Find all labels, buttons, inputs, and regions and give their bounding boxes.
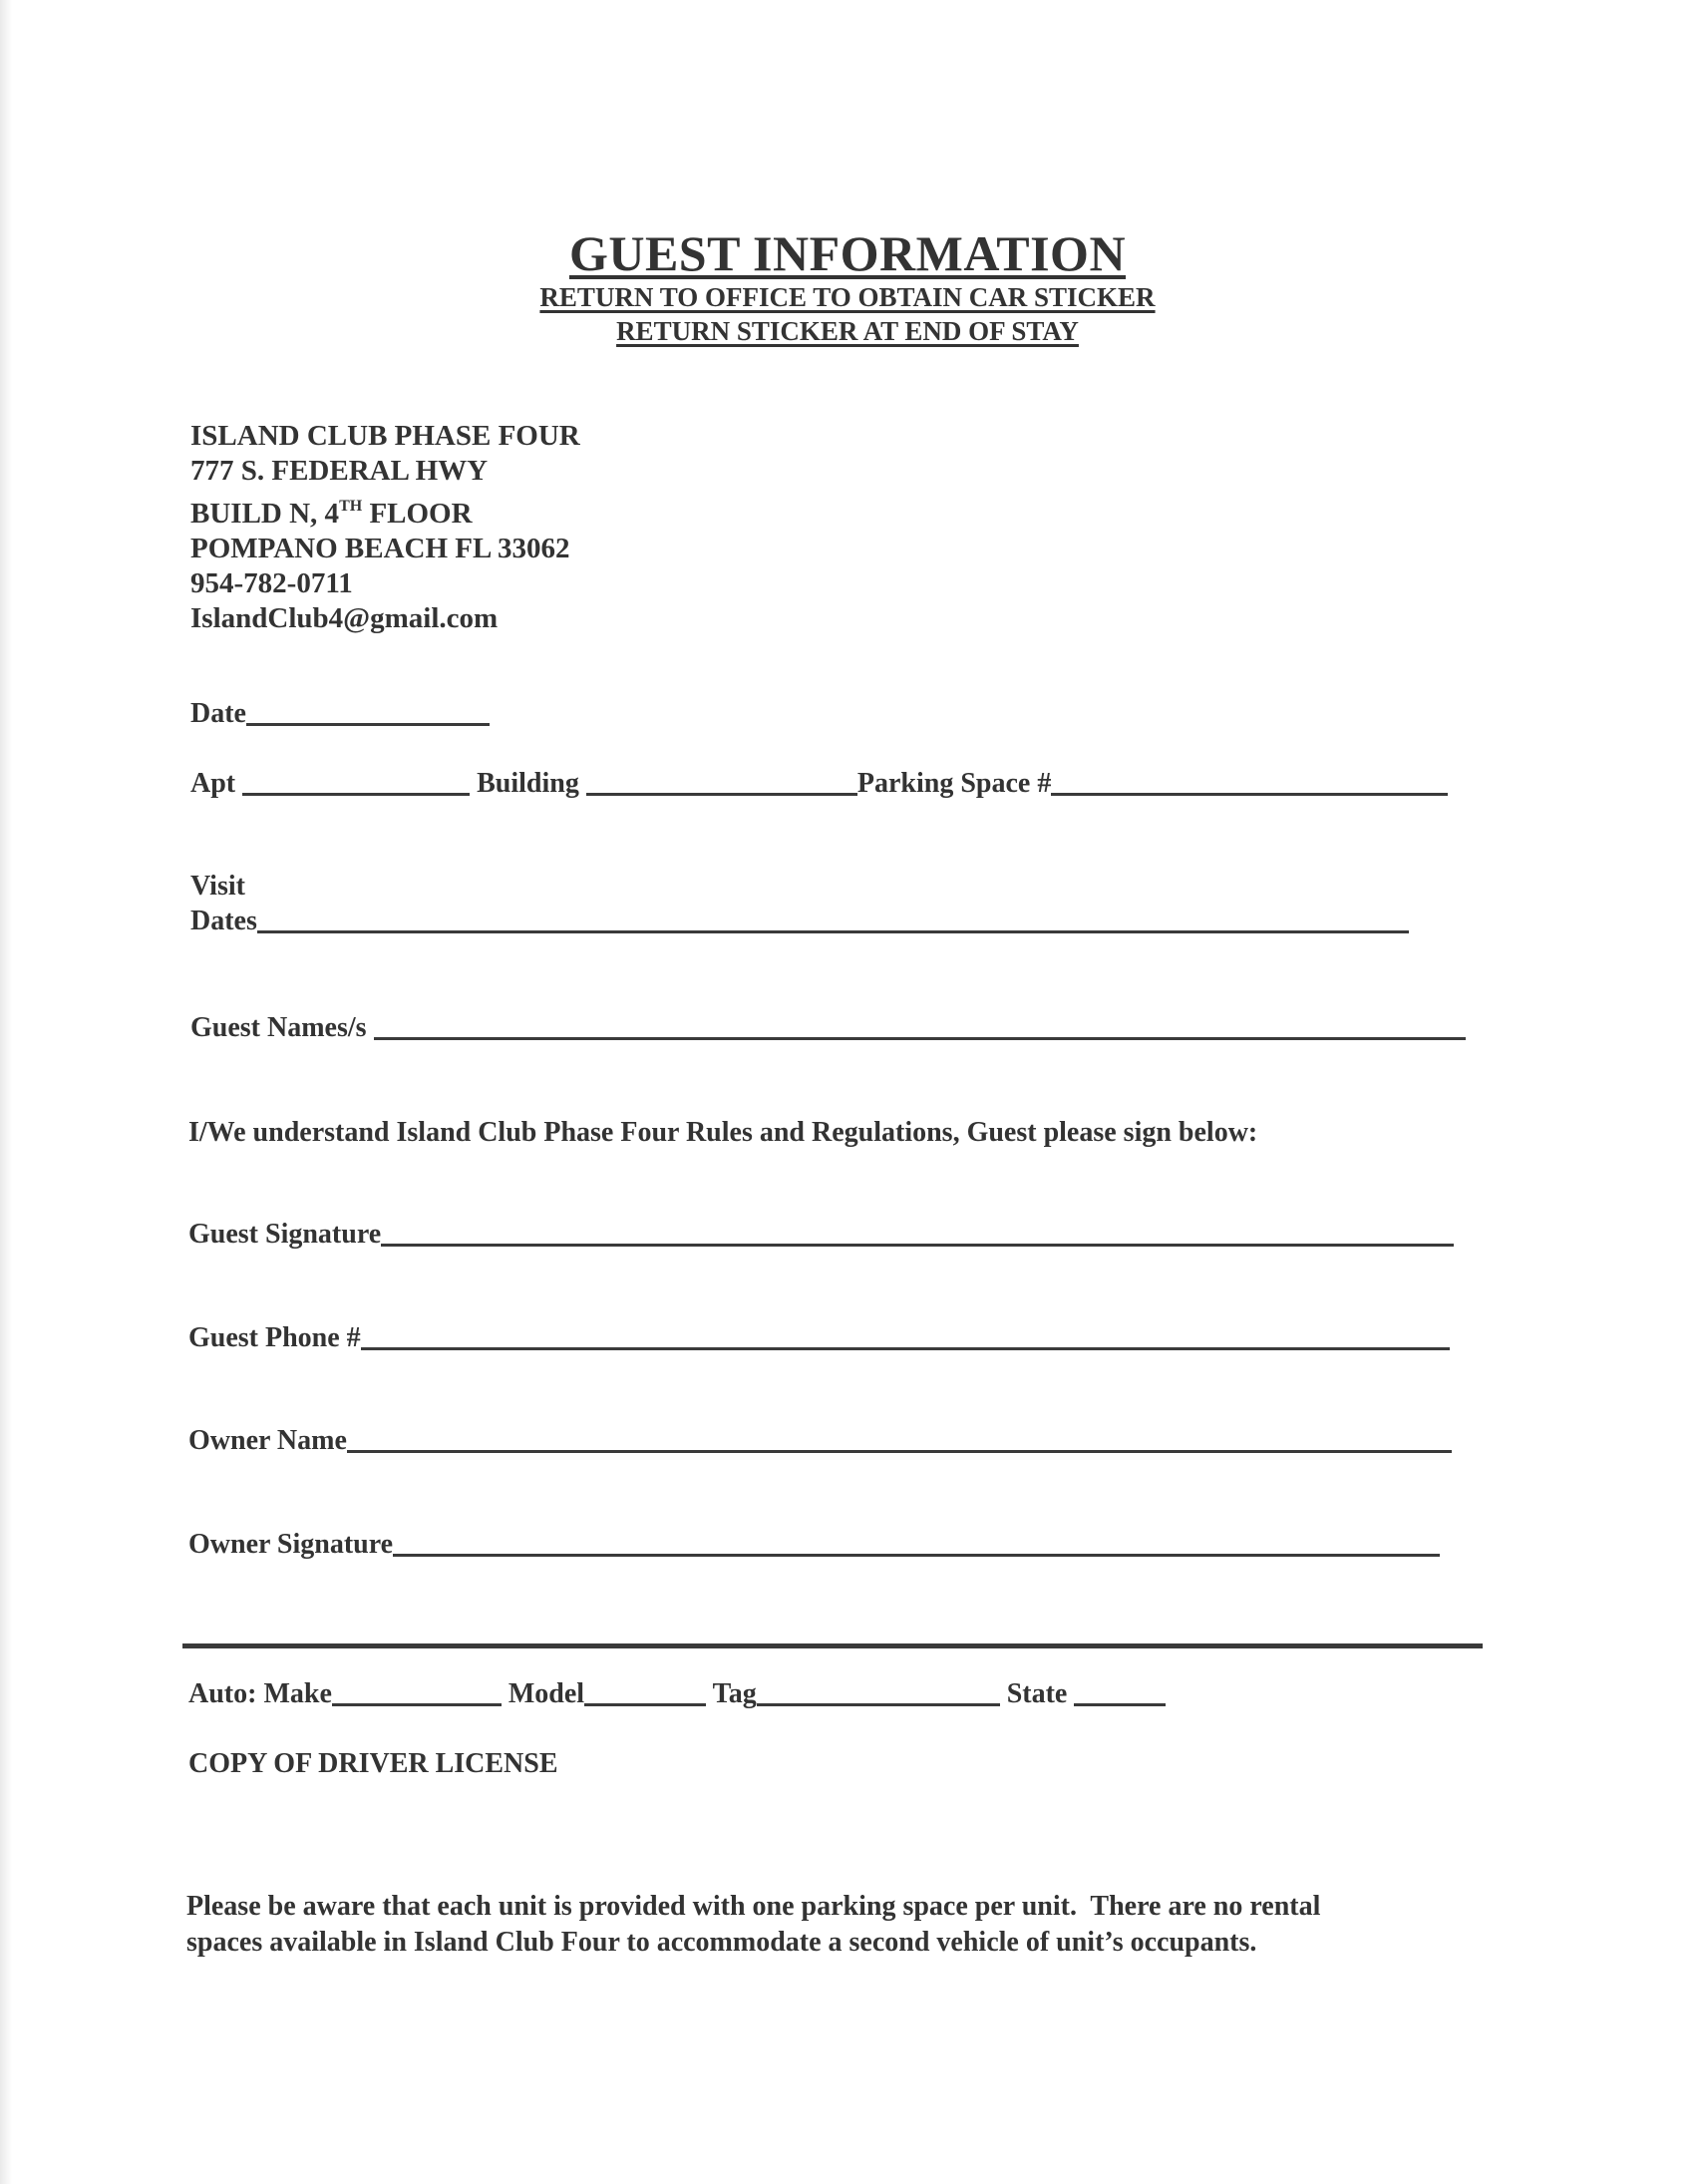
auto-make-label: Auto: Make xyxy=(188,1678,332,1709)
date-field[interactable] xyxy=(246,723,490,726)
owner-name-field[interactable] xyxy=(347,1450,1452,1453)
auto-make-field[interactable] xyxy=(332,1703,502,1706)
apt-label: Apt xyxy=(190,768,236,799)
apt-building-parking-row xyxy=(190,768,1448,800)
header xyxy=(0,224,1695,282)
page-title: GUEST INFORMATION xyxy=(568,225,1127,281)
auto-state-label: State xyxy=(1006,1678,1068,1709)
visit-dates-row xyxy=(190,906,1409,937)
visit-dates-label: Dates xyxy=(190,906,257,936)
section-divider xyxy=(182,1643,1483,1648)
parking-space-label: Parking Space # xyxy=(856,768,1052,799)
date-row xyxy=(190,698,490,730)
date-label: Date xyxy=(190,698,246,729)
subtitle-return-sticker: RETURN STICKER AT END OF STAY xyxy=(616,316,1079,346)
owner-signature-label: Owner Signature xyxy=(188,1529,394,1560)
owner-name-row xyxy=(188,1425,1452,1457)
office-phone: 954-782-0711 xyxy=(190,567,353,599)
auto-model-field[interactable] xyxy=(584,1703,706,1706)
parking-notice-line-2: spaces available in Island Club Four to accommodate a second vehicle of unit’s occupants. xyxy=(186,1927,1257,1958)
city-state-zip: POMPANO BEACH FL 33062 xyxy=(190,533,570,564)
guest-signature-row xyxy=(188,1219,1454,1251)
subtitle-obtain-sticker: RETURN TO OFFICE TO OBTAIN CAR STICKER xyxy=(539,282,1156,312)
visit-dates-field[interactable] xyxy=(257,930,1409,933)
rules-acknowledgement: I/We understand Island Club Phase Four Rules and Regulations, Guest please sign below: xyxy=(188,1117,1258,1148)
guest-phone-label: Guest Phone # xyxy=(188,1322,361,1353)
office-email: IslandClub4@gmail.com xyxy=(190,602,499,634)
building-prefix: BUILD N, 4 xyxy=(190,498,340,530)
building-suffix: FLOOR xyxy=(362,498,473,530)
street-address: 777 S. FEDERAL HWY xyxy=(190,455,489,487)
parking-space-field[interactable] xyxy=(1051,793,1448,796)
subtitle-row-1 xyxy=(0,282,1695,313)
owner-signature-field[interactable] xyxy=(393,1554,1440,1557)
parking-notice-line-1: Please be aware that each unit is provided with one parking space per unit. There are no rental xyxy=(186,1891,1321,1922)
floor-ordinal: TH xyxy=(339,498,363,515)
building-field[interactable] xyxy=(586,793,857,796)
auto-row xyxy=(188,1678,1166,1710)
owner-signature-row xyxy=(188,1529,1440,1561)
guest-names-label: Guest Names/s xyxy=(190,1012,367,1043)
visit-label-line1: Visit xyxy=(190,871,245,902)
auto-state-field[interactable] xyxy=(1074,1703,1166,1706)
guest-names-row xyxy=(190,1012,1466,1044)
auto-model-label: Model xyxy=(508,1678,585,1709)
driver-license-note: COPY OF DRIVER LICENSE xyxy=(188,1748,558,1779)
guest-signature-label: Guest Signature xyxy=(188,1219,382,1250)
building-label: Building xyxy=(477,768,579,799)
building-floor xyxy=(190,489,580,532)
auto-tag-label: Tag xyxy=(712,1678,757,1709)
subtitle-row-2 xyxy=(0,316,1695,347)
guest-signature-field[interactable] xyxy=(381,1244,1454,1247)
organization-name: ISLAND CLUB PHASE FOUR xyxy=(190,420,580,452)
guest-names-field[interactable] xyxy=(374,1037,1466,1040)
parking-notice xyxy=(186,1889,1320,1961)
auto-tag-field[interactable] xyxy=(757,1703,1000,1706)
apt-field[interactable] xyxy=(242,793,470,796)
owner-name-label: Owner Name xyxy=(188,1425,347,1456)
address-block xyxy=(190,419,580,636)
guest-phone-field[interactable] xyxy=(361,1347,1450,1350)
guest-phone-row xyxy=(188,1322,1450,1354)
